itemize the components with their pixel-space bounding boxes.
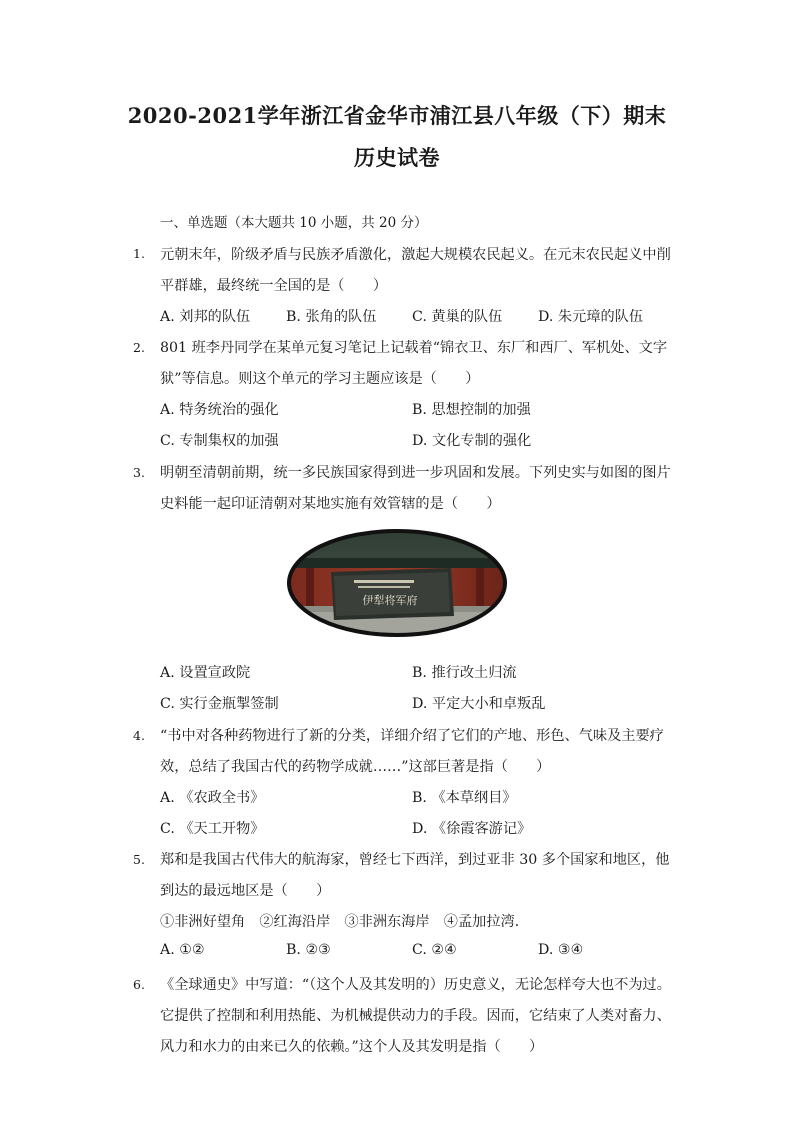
question-6-text-line: 风力和水力的由来已久的依赖。”这个人及其发明是指（ ）	[160, 1039, 544, 1055]
question-6-number: 6.	[133, 977, 145, 992]
sign-caption: 伊犁将军府	[362, 594, 418, 607]
question-5-text-line: 到达的最远地区是（ ）	[160, 883, 331, 899]
question-5-option-d[interactable]: D. ③④	[538, 942, 584, 958]
page-title-line2: 历史试卷	[354, 145, 440, 170]
question-2-option-c[interactable]: C. 专制集权的加强	[160, 433, 279, 449]
question-5-option-c[interactable]: C. ②④	[412, 942, 457, 958]
question-5-text-line: ①非洲好望角 ②红海沿岸 ③非洲东海岸 ④孟加拉湾．	[160, 914, 529, 930]
question-2-text-line: 狱”等信息。则这个单元的学习主题应该是（ ）	[160, 371, 480, 387]
question-3-option-b[interactable]: B. 推行改土归流	[412, 665, 517, 681]
question-2-text-line: 801 班李丹同学在某单元复习笔记上记载着“锦衣卫、东厂和西厂、军机处、文字	[160, 340, 668, 356]
question-1-option-a[interactable]: A. 刘邦的队伍	[160, 309, 251, 325]
question-3-option-c[interactable]: C. 实行金瓶掣签制	[160, 696, 279, 712]
question-3-text-line: 史料能一起印证清朝对某地实施有效管辖的是（ ）	[160, 496, 501, 512]
question-2-number: 2.	[133, 340, 145, 355]
question-2-option-a[interactable]: A. 特务统治的强化	[160, 402, 279, 418]
question-4-option-c[interactable]: C. 《天工开物》	[160, 821, 265, 837]
question-3-option-d[interactable]: D. 平定大小和卓叛乱	[412, 696, 546, 712]
page-title-line1: 2020-2021学年浙江省金华市浦江县八年级（下）期末	[127, 103, 667, 128]
question-4-text-line: 效，总结了我国古代的药物学成就……”这部巨著是指（ ）	[160, 759, 551, 775]
question-4-option-b[interactable]: B. 《本草纲目》	[412, 790, 517, 806]
question-4-number: 4.	[133, 728, 145, 743]
question-1-option-d[interactable]: D. 朱元璋的队伍	[538, 309, 644, 325]
section-heading: 一、单选题（本大题共 10 小题，共 20 分）	[160, 215, 428, 231]
question-5-option-a[interactable]: A. ①②	[160, 942, 205, 958]
question-5-number: 5.	[133, 852, 145, 867]
question-5-option-b[interactable]: B. ②③	[286, 942, 331, 958]
question-4-option-d[interactable]: D. 《徐霞客游记》	[412, 821, 532, 837]
question-2-option-b[interactable]: B. 思想控制的加强	[412, 402, 531, 418]
question-1-number: 1.	[133, 246, 145, 261]
question-3-text-line: 明朝至清朝前期，统一多民族国家得到进一步巩固和发展。下列史实与如图的图片	[160, 465, 671, 481]
question-2-option-d[interactable]: D. 文化专制的强化	[412, 433, 532, 449]
question-5-text-line: 郑和是我国古代伟大的航海家，曾经七下西洋，到过亚非 30 多个国家和地区，他	[160, 852, 670, 868]
question-4-text-line: “书中对各种药物进行了新的分类，详细介绍了它们的产地、形色、气味及主要疗	[160, 728, 664, 744]
question-6-text-line: 它提供了控制和利用热能、为机械提供动力的手段。因而，它结束了人类对畜力、	[160, 1008, 671, 1024]
question-3-option-a[interactable]: A. 设置宣政院	[160, 665, 251, 681]
question-1-option-c[interactable]: C. 黄巢的队伍	[412, 309, 503, 325]
question-1-option-b[interactable]: B. 张角的队伍	[286, 309, 377, 325]
question-3-number: 3.	[133, 465, 145, 480]
question-4-option-a[interactable]: A. 《农政全书》	[160, 790, 265, 806]
question-1-text-line: 平群雄，最终统一全国的是（ ）	[160, 278, 388, 294]
question-1-text-line: 元朝末年，阶级矛盾与民族矛盾激化，激起大规模农民起义。在元末农民起义中削	[160, 247, 671, 263]
question-6-text-line: 《全球通史》中写道：“（这个人及其发明的）历史意义，无论怎样夸大也不为过。	[160, 977, 671, 993]
question-3-photo	[286, 528, 508, 638]
